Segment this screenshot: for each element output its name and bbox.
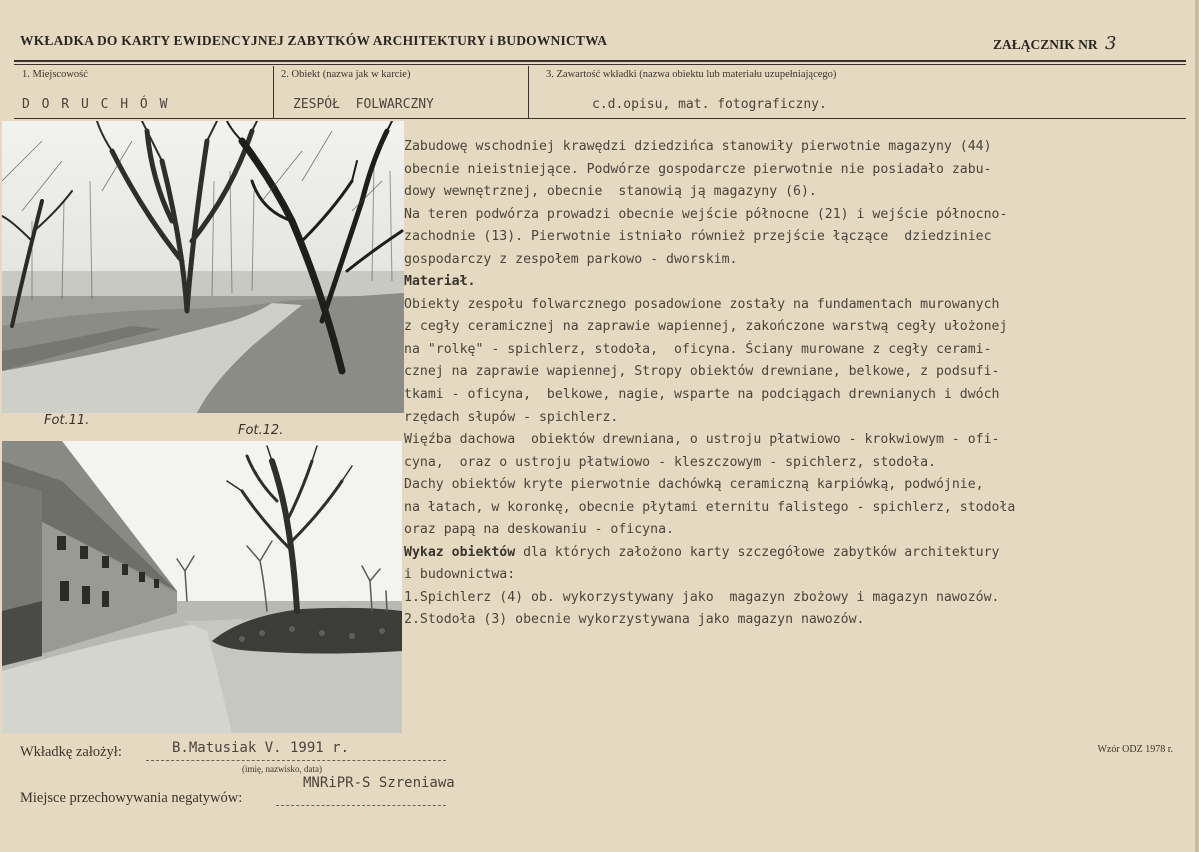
body-line [404,339,1184,362]
body-line [404,384,1184,407]
object-list-item [404,609,1184,632]
column-divider-1 [273,66,274,118]
object-value: ZESPÓŁ FOLWARCZNY [293,97,434,112]
storage-dotline [276,805,446,806]
photo1-caption: Fot.11. [44,413,90,428]
body-line [404,474,1184,497]
body-line-text: tkami - oficyna, belkowe, nagie, wsparte na podciągach drewnianych i dwóch [404,387,1000,403]
body-line-text: 2.Stodoła (3) obecnie wykorzystywana jako magazyn nawozów. [404,612,865,628]
contents-value: c.d.opisu, mat. fotograficzny. [592,97,827,112]
body-line [404,226,1184,249]
body-line [404,181,1184,204]
object-label: 2. Obiekt (nazwa jak w karcie) [281,69,411,80]
document-title: WKŁADKA DO KARTY EWIDENCYJNEJ ZABYTKÓW ARCHITEKTURY i BUDOWNICTWA [20,33,608,48]
body-line-text: na łatach, w koronkę, obecnie płytami eternitu falistego - spichlerz, stodoła [404,499,1016,515]
annex-label [993,33,1116,54]
fields-bottom-rule [14,118,1186,119]
body-line-text: Zabudowę wschodniej krawędzi dziedzińca stanowiły pierwotnie magazyny (44) [404,139,992,154]
body-line [404,159,1184,182]
right-edge-mark [1195,0,1199,852]
body-line-text: 1.Spichlerz (4) ob. wykorzystywany jako magazyn zbożowy i magazyn nawozów. [404,589,1000,605]
body-line-text: oraz papą na deskowaniu - oficyna. [404,522,674,538]
body-line-bold: Materiał. [404,274,476,290]
body-line-text: rzędach słupów - spichlerz. [404,409,619,425]
founded-label: Wkładkę założył: [20,744,122,760]
body-line [404,136,1184,159]
header-rule-bottom [14,64,1186,65]
body-line-text: Więźba dachowa obiektów drewniana, o ustroju płatwiowo - krokwiowym - ofi- [404,432,1000,448]
photo-park-trees [2,121,404,413]
body-line [404,361,1184,384]
contents-label: 3. Zawartość wkładki (nazwa obiektu lub materiału uzupełniającego) [546,69,837,80]
body-line-text: Na teren podwórza prowadzi obecnie wejście północne (21) i wejście północno- [404,206,1008,222]
body-line [404,407,1184,430]
section-heading-material [404,271,1184,294]
description-body [404,136,1184,632]
body-line [404,519,1184,542]
body-line [404,452,1184,475]
column-divider-2 [528,66,529,118]
storage-value: MNRiPR-S Szreniawa [303,775,455,791]
founded-value: B.Matusiak V. 1991 r. [172,740,350,756]
object-list-item [404,587,1184,610]
body-line [404,204,1184,227]
header-rule-top [14,60,1186,62]
annex-number: 3 [1105,33,1117,54]
place-value: D O R U C H Ó W [22,97,170,112]
body-line-text: i budownictwa: [404,567,516,583]
body-line [404,497,1184,520]
storage-label: Miejsce przechowywania negatywów: [20,790,243,806]
section-heading-objects [404,542,1184,565]
body-line-text: dowy wewnętrznej, obecnie stanowią ją magazyny (6). [404,184,817,200]
body-line-text: gospodarczy z zespołem parkowo - dworskim. [404,251,738,267]
founded-hint: (imię, nazwisko, data) [242,764,322,774]
body-line-text: Obiekty zespołu folwarcznego posadowione zostały na fundamentach murowanych [404,296,1000,312]
body-line-text: dla których założono karty szczegółowe zabytków architektury [515,544,1000,560]
body-line-text: na "rolkę" - spichlerz, stodoła, oficyna. Ściany murowane z cegły cerami- [404,341,992,357]
place-label: 1. Miejscowość [22,69,88,80]
body-line [404,316,1184,339]
body-line-text: cyna, oraz o ustroju płatwiowo - kleszczowym - spichlerz, stodoła. [404,454,936,470]
photo-park-trees-image [2,121,404,413]
photo-farm-buildings-image [2,441,402,733]
form-code: Wzór ODZ 1978 r. [1097,744,1173,755]
photo-farm-buildings [2,441,402,733]
body-line-text: obecnie nieistniejące. Podwórze gospodarcze pierwotnie nie posiadało zabu- [404,161,992,177]
body-line [404,249,1184,272]
body-line [404,294,1184,317]
body-line [404,564,1184,587]
body-line-text: z cegły ceramicznej na zaprawie wapiennej, zakończone warstwą cegły ułożonej [404,319,1008,335]
body-line-bold: Wykaz obiektów [404,544,516,560]
photo2-caption: Fot.12. [238,423,284,438]
founded-dotline [146,760,446,761]
body-line-text: Dachy obiektów kryte pierwotnie dachówką ceramiczną karpiówką, podwójnie, [404,477,984,493]
body-line [404,429,1184,452]
annex-label-text: ZAŁĄCZNIK NR [993,37,1098,52]
body-line-text: zachodnie (13). Pierwotnie istniało również przejście łączące dziedziniec [404,229,992,245]
body-line-text: cznej na zaprawie wapiennej, Stropy obiektów drewniane, belkowe, z podsufi- [404,364,1000,380]
